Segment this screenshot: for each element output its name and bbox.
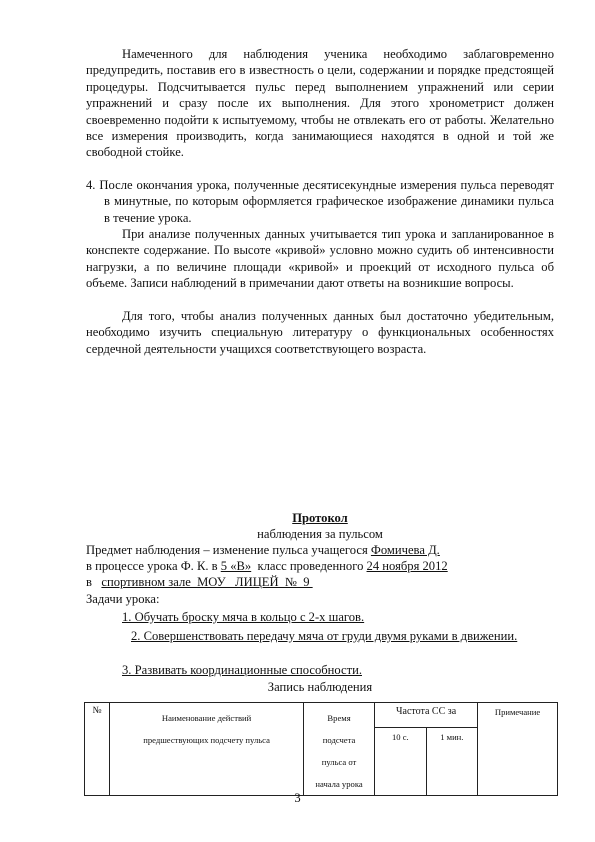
place-prefix: в [86, 575, 102, 589]
student-name: Фомичева Д. [370, 543, 440, 557]
header-action: Наименование действий предшествующих подсчету пульса [110, 703, 304, 796]
task-item-1: 1. Обучать броску мяча в кольцо с 2-х шагов. [122, 610, 365, 624]
protocol-lesson-line [86, 558, 556, 574]
header-10s: 10 с. [375, 727, 426, 795]
pulse-record-table [84, 702, 558, 796]
paragraph-analysis: При анализе полученных данных учитывается тип урока и запланированное в конспекте содержание. По высоте «кривой» условно можно судить об интенсивности нагрузки, а по величине площади «кривой» и проекций от исходного пульса об объеме. Записи наблюдений в примечании дают ответы на возникшие вопросы. [86, 227, 554, 291]
class-name: 5 «В» [220, 559, 252, 573]
paragraph-item-4: 4. После окончания урока, полученные десятисекундные измерения пульса переводят в минутные, по которым оформляется графическое изображение динамики пульса в течение урока. [86, 178, 554, 225]
subject-prefix: Предмет наблюдения – изменение пульса учащегося [86, 543, 371, 557]
header-1min: 1 мин. [426, 727, 477, 795]
paragraph-preparation: Намеченного для наблюдения ученика необходимо заблаговременно предупредить, поставив его в известность о цели, содержании и порядке предстоящей процедуры. Подсчитывается пульс перед выполнением упражнений или серии упражнений и сразу после их выполнения. Для этого хронометрист должен своевременно подойти к испытуемому, чтобы не отвлекать его от работы. Желательно все измерения производить, когда занимающиеся находятся в одной и той же свободной стойке. [86, 47, 554, 160]
task-item-2: 2. Совершенствовать передачу мяча от груди двумя руками в движении. [131, 629, 518, 643]
page-number: 3 [294, 791, 301, 805]
protocol-place-line [86, 574, 556, 590]
task-item-3: 3. Развивать координационные способности. [122, 663, 362, 677]
protocol-title: Протокол [292, 511, 348, 525]
tasks-heading: Задачи урока: [86, 592, 160, 606]
lesson-prefix: в процессе урока Ф. К. в [86, 559, 221, 573]
paragraph-literature: Для того, чтобы анализ полученных данных был достаточно убедительным, необходимо изучить специальную литературу о функциональных особенностях сердечной деятельности учащихся соответствующего возраста. [86, 309, 554, 356]
header-time: Время подсчета пульса от начала урока [303, 703, 374, 796]
lesson-date: 24 ноября 2012 [366, 559, 448, 573]
header-note: Примечание [478, 703, 558, 796]
protocol-subject-line [86, 542, 556, 558]
record-heading: Запись наблюдения [267, 680, 373, 694]
place-name: спортивном зале МОУ ЛИЦЕЙ № 9 [101, 575, 313, 589]
header-no: № [85, 703, 110, 796]
header-frequency: Частота СС за [375, 703, 478, 728]
lesson-mid: класс проведенного [251, 559, 367, 573]
protocol-subtitle: наблюдения за пульсом [257, 527, 383, 541]
